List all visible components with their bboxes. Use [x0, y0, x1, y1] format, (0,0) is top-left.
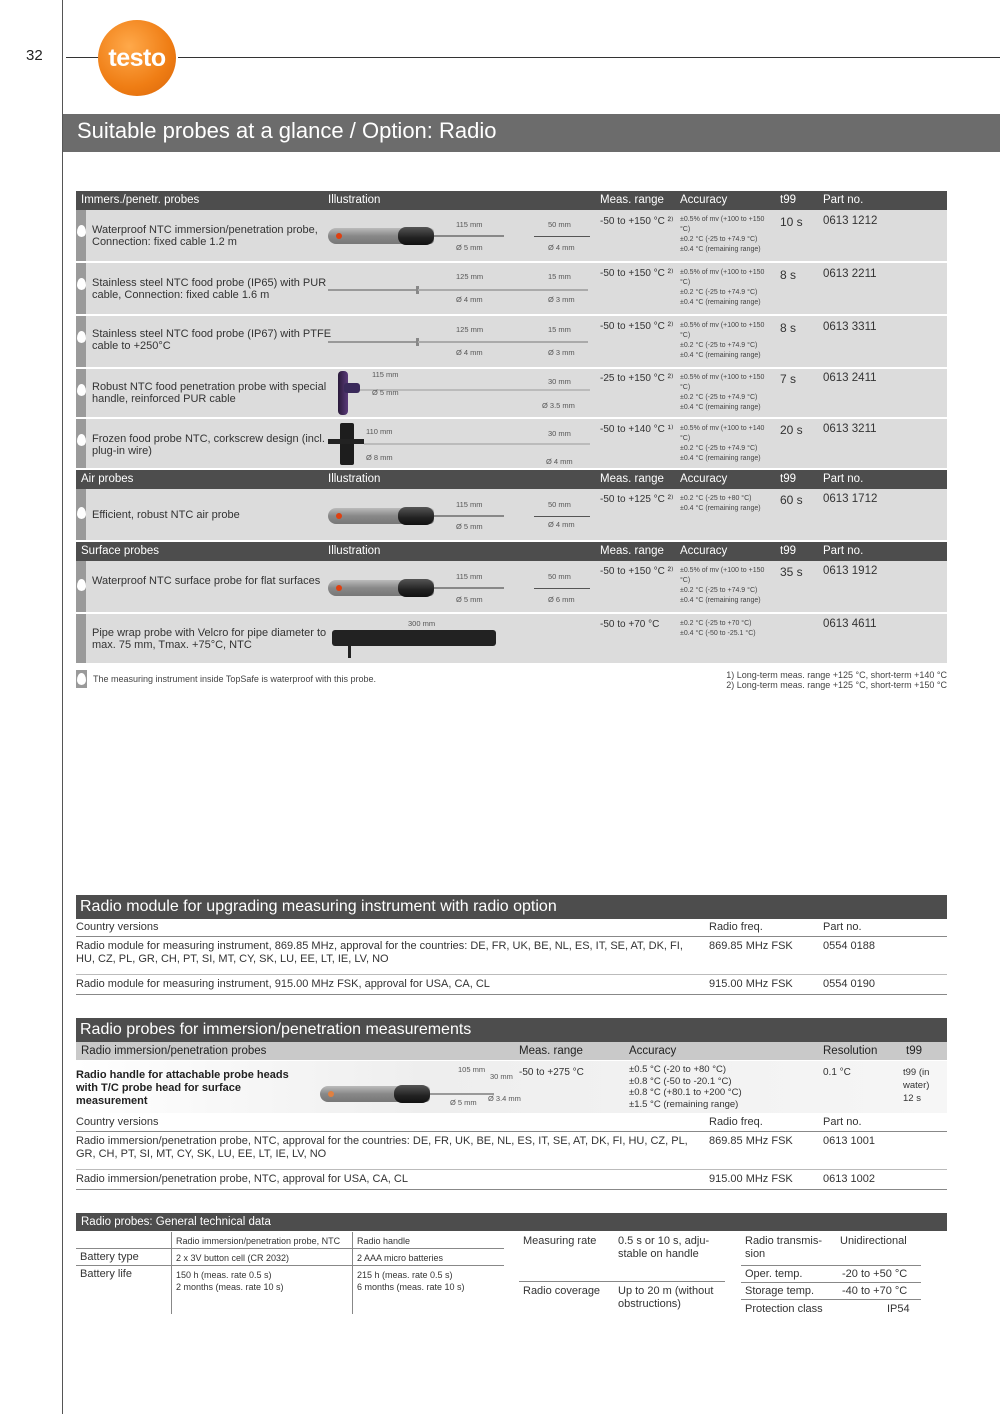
table-row: Frozen food probe NTC, corkscrew design (incl. plug-in wire) 110 mm Ø 8 mm 30 mm Ø 4 mm -50 to +140 °C ¹⁾ ±0.5% of mv (+100 to +140 °C) ±0.2 °C (-25 to +74.9 °C) ±0.4 °C (remaining range) 20 s 0613 3211 — [76, 419, 947, 469]
testo-logo — [98, 20, 176, 96]
footnotes: 1) Long-term meas. range +125 °C, short-term +140 °C 2) Long-term meas. range +125 °C, short-term +150 °C — [726, 670, 947, 690]
probe-handle-illustration — [328, 228, 434, 244]
velcro-strap-illustration — [332, 630, 496, 646]
radio-handle-illustration — [320, 1086, 430, 1102]
waterproof-drop-icon — [77, 384, 86, 396]
page-title: Suitable probes at a glance / Option: Radio — [63, 114, 1000, 152]
table-row: Robust NTC food penetration probe with special handle, reinforced PUR cable 115 mm Ø 5 mm 30 mm Ø 3.5 mm -25 to +150 °C ²⁾ ±0.5% of mv (+100 to +150 °C) ±0.2 °C (-25 to +74.9 °C) ±0.4 °C (remaining range) 7 s 0613 2411 — [76, 369, 947, 418]
page-number: 32 — [26, 47, 43, 64]
table-row: Waterproof NTC immersion/penetration probe, Connection: fixed cable 1.2 m 115 mm 50 mm Ø 5 mm Ø 4 mm -50 to +150 °C ²⁾ ±0.5% of mv (+100 to +150 °C) ±0.2 °C (-25 to +74.9 °C) ±0.4 °C (remaining range) 10 s 0613 1212 — [76, 210, 947, 262]
radio-module-title: Radio module for upgrading measuring instrument with radio option — [76, 895, 947, 919]
table-row: Pipe wrap probe with Velcro for pipe diameter to max. 75 mm, Tmax. +75°C, NTC 300 mm -50 to +70 °C ±0.2 °C (-25 to +70 °C) ±0.4 °C (-50 to -25.1 °C) 0613 4611 — [76, 614, 947, 664]
waterproof-note: The measuring instrument inside TopSafe is waterproof with this probe. — [93, 674, 376, 684]
col-illustration: Illustration — [328, 194, 381, 206]
radio-probes-header: Radio immersion/penetration probes Meas. range Accuracy Resolution t99 — [76, 1042, 947, 1060]
col-meas: Meas. range — [600, 194, 664, 206]
t-handle-illustration — [338, 371, 348, 415]
waterproof-drop-icon — [77, 507, 86, 519]
general-data-title: Radio probes: General technical data — [76, 1213, 947, 1231]
waterproof-drop-icon — [77, 673, 86, 685]
radio-probes-title: Radio probes for immersion/penetration measurements — [76, 1018, 947, 1042]
table-row: Stainless steel NTC food probe (IP65) with PUR cable, Connection: fixed cable 1.6 m 125 mm 15 mm Ø 4 mm Ø 3 mm -50 to +150 °C ²⁾ ±0.5% of mv (+100 to +150 °C) ±0.2 °C (-25 to +74.9 °C) ±0.4 °C (remaining range) 8 s 0613 2211 — [76, 263, 947, 315]
radio-handle-accuracy: ±0.5 °C (-20 to +80 °C) ±0.8 °C (-50 to -20.1 °C) ±0.8 °C (+80.1 to +200 °C) ±1.5 °C (remaining range) — [629, 1064, 742, 1110]
table-header-surface: Surface probes Illustration Meas. range Accuracy t99 Part no. — [76, 542, 947, 561]
waterproof-drop-icon — [77, 579, 86, 591]
table-header-immersion — [76, 191, 947, 210]
table-row: Efficient, robust NTC air probe 115 mm 50 mm Ø 5 mm Ø 4 mm -50 to +125 °C ²⁾ ±0.2 °C (-25 to +80 °C) ±0.4 °C (remaining range) 60 s 0613 1712 — [76, 489, 947, 541]
waterproof-drop-icon — [77, 331, 86, 343]
probe-handle-illustration — [328, 508, 434, 524]
waterproof-drop-icon — [77, 434, 86, 446]
table-row: Stainless steel NTC food probe (IP67) with PTFE cable to +250°C 125 mm 15 mm Ø 4 mm Ø 3 mm -50 to +150 °C ²⁾ ±0.5% of mv (+100 to +150 °C) ±0.2 °C (-25 to +74.9 °C) ±0.4 °C (remaining range) 8 s 0613 3311 — [76, 316, 947, 368]
waterproof-drop-icon — [77, 225, 86, 237]
probe-handle-illustration — [328, 580, 434, 596]
table-header-air: Air probes Illustration Meas. range Accuracy t99 Part no. — [76, 470, 947, 489]
col-part: Part no. — [823, 194, 864, 206]
group-label: Immers./penetr. probes — [81, 194, 200, 206]
header-rule-right — [178, 57, 1000, 58]
radio-handle-t99: t99 (in water) 12 s — [903, 1067, 930, 1104]
logo-text: testo — [108, 43, 166, 72]
left-margin-line — [62, 0, 63, 1414]
corkscrew-handle-illustration — [340, 423, 354, 465]
table-row: Waterproof NTC surface probe for flat surfaces 115 mm 50 mm Ø 5 mm Ø 6 mm -50 to +150 °C ²⁾ ±0.5% of mv (+100 to +150 °C) ±0.2 °C (-25 to +74.9 °C) ±0.4 °C (remaining range) 35 s 0613 1912 — [76, 561, 947, 613]
waterproof-drop-icon — [77, 278, 86, 290]
col-t99: t99 — [780, 194, 796, 206]
col-acc: Accuracy — [680, 194, 728, 206]
header-rule-left — [66, 57, 100, 58]
